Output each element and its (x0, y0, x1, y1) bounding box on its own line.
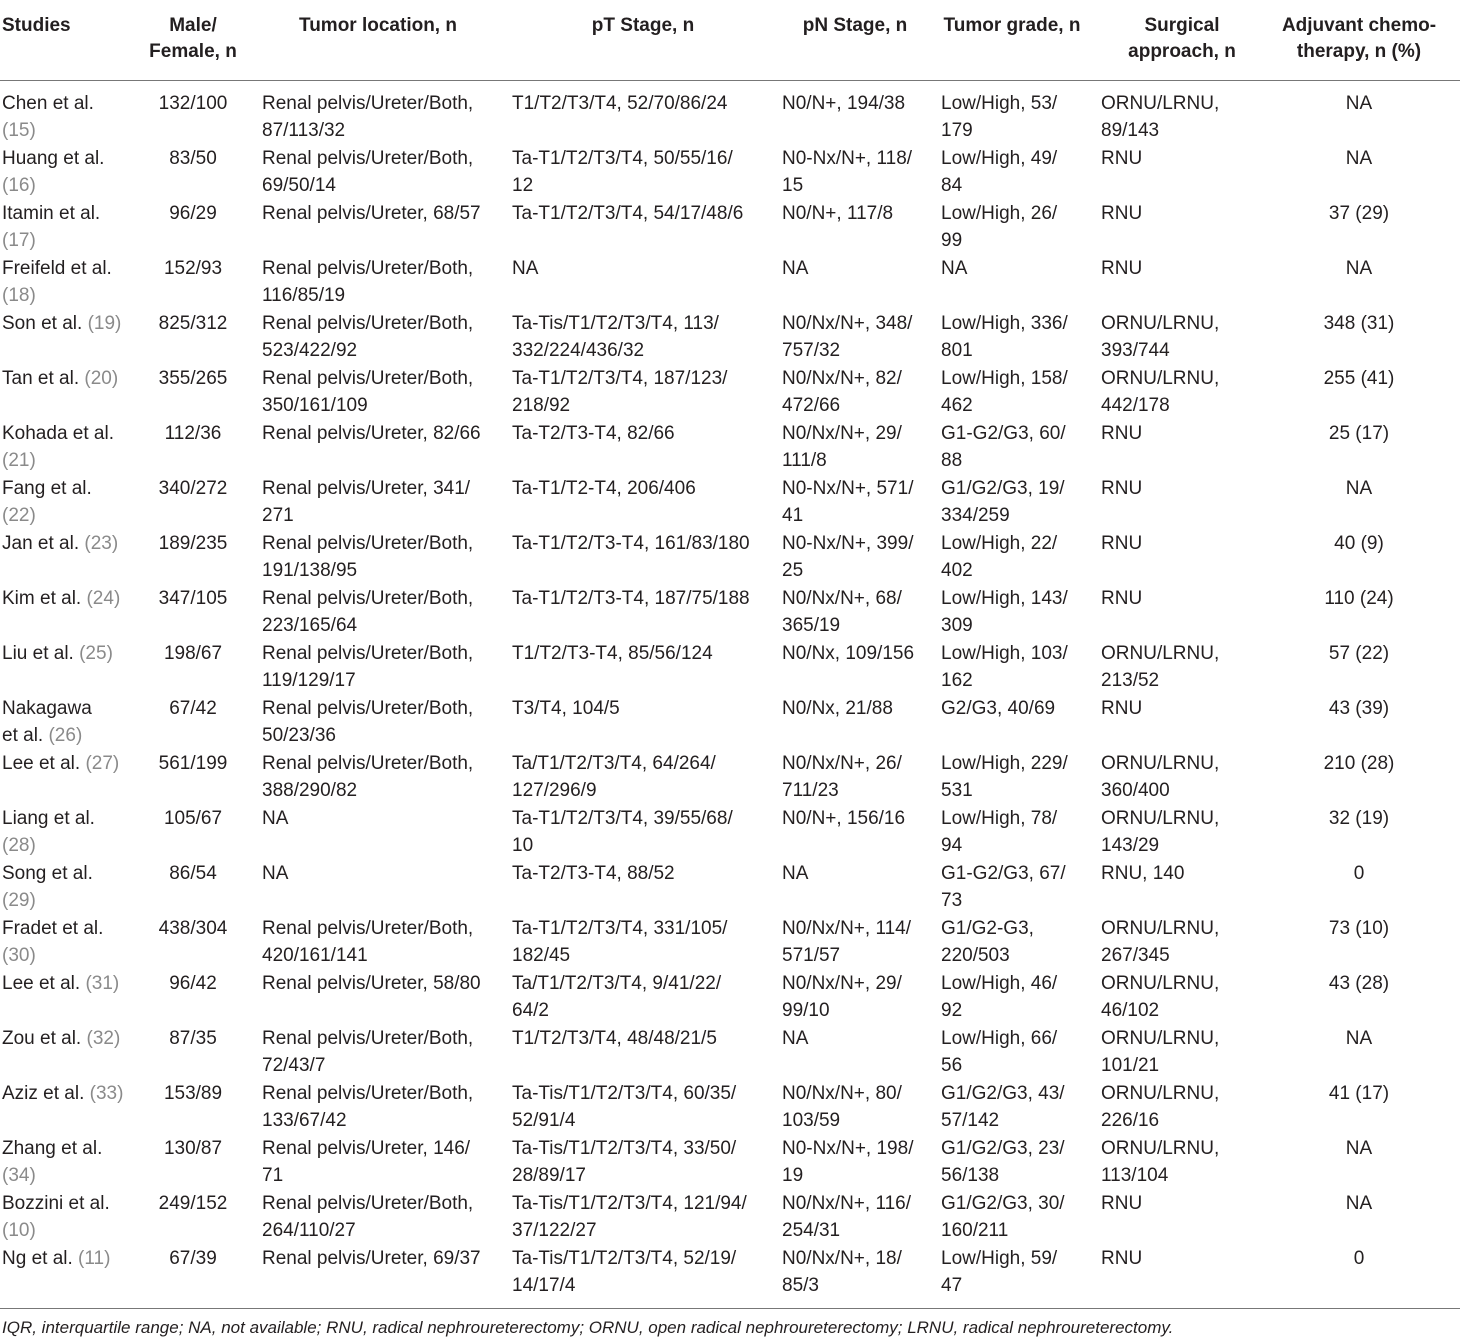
reference-link[interactable]: (31) (85, 973, 120, 994)
study-name: Lee et al. (2, 973, 86, 994)
tumor-location-cell: Renal pelvis/Ureter, 69/37 (262, 1248, 481, 1269)
pt-stage-cell: Ta-T2/T3-T4, 82/66 (512, 423, 675, 444)
reference-link[interactable]: (19) (87, 313, 122, 334)
reference-link[interactable]: (17) (2, 230, 36, 251)
male-female-cell: 153/89 (163, 1083, 223, 1104)
male-female-cell: 198/67 (163, 643, 223, 664)
adjuvant-cell: NA (1345, 148, 1373, 169)
tumor-location-cell: Renal pelvis/Ureter/Both, 420/161/141 (262, 918, 474, 966)
table-row (0, 906, 1460, 966)
male-female-cell: 130/87 (163, 1138, 223, 1159)
pn-stage-cell: NA (782, 863, 809, 884)
reference-link[interactable]: (11) (78, 1248, 111, 1269)
adjuvant-cell: 57 (22) (1328, 643, 1390, 664)
adjuvant-cell: 41 (17) (1328, 1083, 1390, 1104)
tumor-grade-cell: G1-G2/G3, 67/ 73 (941, 863, 1066, 911)
tumor-grade-cell: Low/High, 26/ 99 (941, 203, 1058, 251)
reference-link[interactable]: (16) (2, 175, 36, 196)
reference-link[interactable]: (29) (2, 890, 36, 911)
header-adjuvant: Adjuvant chemo- therapy, n (%) (1281, 15, 1437, 62)
surgical-approach-cell: RNU (1101, 148, 1143, 169)
pt-stage-cell: T1/T2/T3/T4, 52/70/86/24 (512, 93, 728, 114)
pn-stage-cell: N0/Nx, 21/88 (782, 698, 893, 719)
reference-link[interactable]: (34) (2, 1165, 36, 1186)
table-header (0, 0, 1460, 81)
tumor-grade-cell: Low/High, 53/ 179 (941, 93, 1058, 141)
male-female-cell: 249/152 (158, 1193, 228, 1214)
adjuvant-cell: NA (1345, 93, 1373, 114)
tumor-grade-cell: Low/High, 49/ 84 (941, 148, 1058, 196)
surgical-approach-cell: ORNU/LRNU, 267/345 (1101, 918, 1220, 966)
adjuvant-cell: 43 (28) (1328, 973, 1390, 994)
reference-link[interactable]: (10) (2, 1220, 36, 1241)
pn-stage-cell: N0/Nx/N+, 29/ 111/8 (782, 423, 902, 471)
study-name: Chen et al. (2, 93, 94, 114)
reference-link[interactable]: (22) (2, 505, 36, 526)
study-name: Liang et al. (2, 808, 95, 829)
reference-link[interactable]: (32) (86, 1028, 121, 1049)
tumor-grade-cell: Low/High, 46/ 92 (941, 973, 1058, 1021)
tumor-location-cell: Renal pelvis/Ureter, 58/80 (262, 973, 481, 994)
pn-stage-cell: N0-Nx/N+, 198/ 19 (782, 1138, 914, 1186)
tumor-location-cell: NA (262, 863, 289, 884)
male-female-cell: 152/93 (163, 258, 223, 279)
surgical-approach-cell: ORNU/LRNU, 442/178 (1101, 368, 1220, 416)
study-name: Nakagawa et al. (2, 698, 92, 746)
tumor-grade-cell: G1/G2/G3, 19/ 334/259 (941, 478, 1065, 526)
surgical-approach-cell: RNU (1101, 203, 1143, 224)
table-row (0, 1181, 1460, 1241)
reference-link[interactable]: (27) (85, 753, 120, 774)
pt-stage-cell: Ta-T1/T2/T3/T4, 331/105/ 182/45 (512, 918, 728, 966)
male-female-cell: 189/235 (158, 533, 228, 554)
header-pt-stage: pT Stage, n (591, 15, 695, 36)
surgical-approach-cell: ORNU/LRNU, 143/29 (1101, 808, 1220, 856)
surgical-approach-cell: RNU (1101, 1248, 1143, 1269)
pn-stage-cell: N0/Nx/N+, 26/ 711/23 (782, 753, 902, 801)
reference-link[interactable]: (24) (86, 588, 121, 609)
pn-stage-cell: N0/N+, 156/16 (782, 808, 906, 829)
male-female-cell: 132/100 (158, 93, 228, 114)
pn-stage-cell: N0-Nx/N+, 118/ 15 (782, 148, 913, 196)
table-footnote: IQR, interquartile range; NA, not available; RNU, radical nephroureterectomy; ORNU, open radical nephroureterectomy; LRNU, radical nephroureterectomy. (2, 1318, 1174, 1337)
table-row (0, 301, 1460, 361)
pn-stage-cell: N0/Nx/N+, 348/ 757/32 (782, 313, 913, 361)
study-cell (2, 1080, 130, 1107)
male-female-cell: 96/42 (169, 973, 217, 994)
adjuvant-cell: NA (1345, 1028, 1373, 1049)
table-body (0, 81, 1460, 1296)
adjuvant-cell: NA (1345, 1138, 1373, 1159)
pt-stage-cell: T1/T2/T3/T4, 48/48/21/5 (512, 1028, 717, 1049)
pn-stage-cell: N0-Nx/N+, 399/ 25 (782, 533, 914, 581)
adjuvant-cell: 255 (41) (1323, 368, 1395, 389)
tumor-grade-cell: NA (941, 258, 968, 279)
tumor-location-cell: Renal pelvis/Ureter/Both, 133/67/42 (262, 1083, 474, 1131)
study-name: Zhang et al. (2, 1138, 103, 1159)
study-name: Zou et al. (2, 1028, 87, 1049)
table-row (0, 246, 1460, 306)
male-female-cell: 438/304 (158, 918, 228, 939)
study-cell (2, 750, 130, 777)
adjuvant-cell: NA (1345, 478, 1373, 499)
table-row (0, 741, 1460, 801)
pn-stage-cell: N0/Nx/N+, 29/ 99/10 (782, 973, 902, 1021)
table-row (0, 81, 1460, 141)
reference-link[interactable]: (26) (48, 725, 83, 746)
pt-stage-cell: Ta-Tis/T1/T2/T3/T4, 60/35/ 52/91/4 (512, 1083, 737, 1131)
surgical-approach-cell: ORNU/LRNU, 113/104 (1101, 1138, 1220, 1186)
table-row (0, 576, 1460, 636)
tumor-location-cell: Renal pelvis/Ureter/Both, 72/43/7 (262, 1028, 474, 1076)
adjuvant-cell: NA (1345, 258, 1373, 279)
tumor-grade-cell: G1/G2/G3, 43/ 57/142 (941, 1083, 1065, 1131)
pn-stage-cell: NA (782, 258, 809, 279)
tumor-grade-cell: G1/G2/G3, 30/ 160/211 (941, 1193, 1065, 1241)
adjuvant-cell: 0 (1353, 1248, 1365, 1269)
surgical-approach-cell: ORNU/LRNU, 360/400 (1101, 753, 1220, 801)
study-name: Itamin et al. (2, 203, 101, 224)
surgical-approach-cell: ORNU/LRNU, 226/16 (1101, 1083, 1220, 1131)
tumor-location-cell: Renal pelvis/Ureter/Both, 523/422/92 (262, 313, 474, 361)
study-cell (2, 640, 130, 667)
pt-stage-cell: Ta-T1/T2/T3/T4, 50/55/16/ 12 (512, 148, 733, 196)
pt-stage-cell: Ta-T1/T2/T3/T4, 187/123/ 218/92 (512, 368, 728, 416)
pn-stage-cell: N0/Nx, 109/156 (782, 643, 915, 664)
table-row (0, 851, 1460, 911)
study-cell (2, 530, 130, 557)
tumor-location-cell: Renal pelvis/Ureter/Both, 116/85/19 (262, 258, 474, 306)
study-name: Kohada et al. (2, 423, 114, 444)
pt-stage-cell: Ta-Tis/T1/T2/T3/T4, 113/ 332/224/436/32 (512, 313, 719, 361)
pn-stage-cell: N0/Nx/N+, 116/ 254/31 (782, 1193, 912, 1241)
pt-stage-cell: Ta-T1/T2-T4, 206/406 (512, 478, 696, 499)
reference-link[interactable]: (23) (84, 533, 119, 554)
pt-stage-cell: Ta-Tis/T1/T2/T3/T4, 52/19/ 14/17/4 (512, 1248, 737, 1296)
tumor-location-cell: Renal pelvis/Ureter/Both, 264/110/27 (262, 1193, 474, 1241)
reference-link[interactable]: (30) (2, 945, 36, 966)
study-name: Liu et al. (2, 643, 80, 664)
pt-stage-cell: NA (512, 258, 539, 279)
surgical-approach-cell: ORNU/LRNU, 89/143 (1101, 93, 1220, 141)
pn-stage-cell: N0/Nx/N+, 82/ 472/66 (782, 368, 902, 416)
adjuvant-cell: 40 (9) (1334, 533, 1384, 554)
pn-stage-cell: N0-Nx/N+, 571/ 41 (782, 478, 914, 526)
table-row (0, 466, 1460, 526)
table-row (0, 1236, 1460, 1296)
surgical-approach-cell: RNU (1101, 588, 1143, 609)
male-female-cell: 83/50 (169, 148, 217, 169)
table-row (0, 136, 1460, 196)
study-name: Ng et al. (2, 1248, 79, 1269)
pn-stage-cell: N0/N+, 194/38 (782, 93, 906, 114)
study-name: Tan et al. (2, 368, 85, 389)
pn-stage-cell: N0/Nx/N+, 80/ 103/59 (782, 1083, 902, 1131)
adjuvant-cell: 0 (1353, 863, 1365, 884)
study-name: Jan et al. (2, 533, 85, 554)
male-female-cell: 96/29 (169, 203, 217, 224)
header-male-female: Male/ Female, n (149, 15, 237, 62)
adjuvant-cell: 210 (28) (1323, 753, 1395, 774)
tumor-location-cell: Renal pelvis/Ureter, 146/ 71 (262, 1138, 471, 1186)
tumor-grade-cell: Low/High, 59/ 47 (941, 1248, 1058, 1296)
surgical-approach-cell: ORNU/LRNU, 46/102 (1101, 973, 1220, 1021)
study-name: Lee et al. (2, 753, 86, 774)
pt-stage-cell: Ta-T2/T3-T4, 88/52 (512, 863, 675, 884)
table-row (0, 1126, 1460, 1186)
male-female-cell: 87/35 (169, 1028, 217, 1049)
tumor-location-cell: Renal pelvis/Ureter, 68/57 (262, 203, 481, 224)
surgical-approach-cell: RNU (1101, 1193, 1143, 1214)
header-tumor-grade: Tumor grade, n (943, 15, 1081, 36)
table-row (0, 411, 1460, 471)
study-cell (2, 365, 130, 392)
study-name: Fang et al. (2, 478, 92, 499)
pt-stage-cell: Ta-T1/T2/T3/T4, 54/17/48/6 (512, 203, 744, 224)
reference-link[interactable]: (21) (2, 450, 36, 471)
tumor-location-cell: Renal pelvis/Ureter/Both, 69/50/14 (262, 148, 474, 196)
adjuvant-cell: 25 (17) (1328, 423, 1390, 444)
surgical-approach-cell: RNU (1101, 258, 1143, 279)
adjuvant-cell: 32 (19) (1328, 808, 1390, 829)
tumor-grade-cell: G1/G2-G3, 220/503 (941, 918, 1034, 966)
male-female-cell: 347/105 (158, 588, 228, 609)
pt-stage-cell: Ta-Tis/T1/T2/T3/T4, 121/94/ 37/122/27 (512, 1193, 747, 1241)
study-name: Freifeld et al. (2, 258, 112, 279)
header-studies: Studies (2, 15, 71, 36)
tumor-grade-cell: Low/High, 78/ 94 (941, 808, 1058, 856)
reference-link[interactable]: (18) (2, 285, 36, 306)
pt-stage-cell: Ta-Tis/T1/T2/T3/T4, 33/50/ 28/89/17 (512, 1138, 737, 1186)
pt-stage-cell: Ta-T1/T2/T3-T4, 187/75/188 (512, 588, 750, 609)
male-female-cell: 105/67 (163, 808, 223, 829)
tumor-location-cell: NA (262, 808, 289, 829)
male-female-cell: 355/265 (158, 368, 228, 389)
surgical-approach-cell: RNU (1101, 478, 1143, 499)
surgical-approach-cell: ORNU/LRNU, 101/21 (1101, 1028, 1220, 1076)
tumor-location-cell: Renal pelvis/Ureter/Both, 191/138/95 (262, 533, 474, 581)
pn-stage-cell: N0/Nx/N+, 68/ 365/19 (782, 588, 902, 636)
male-female-cell: 825/312 (158, 313, 228, 334)
table-row (0, 961, 1460, 1021)
tumor-grade-cell: Low/High, 103/ 162 (941, 643, 1068, 691)
adjuvant-cell: 43 (39) (1328, 698, 1390, 719)
surgical-approach-cell: RNU (1101, 423, 1143, 444)
table-row (0, 686, 1460, 746)
table-row (0, 1016, 1460, 1076)
header-surgical-approach: Surgical approach, n (1128, 15, 1236, 62)
tumor-location-cell: Renal pelvis/Ureter, 82/66 (262, 423, 481, 444)
male-female-cell: 561/199 (158, 753, 228, 774)
male-female-cell: 67/39 (169, 1248, 217, 1269)
tumor-grade-cell: Low/High, 336/ 801 (941, 313, 1068, 361)
table-row (0, 631, 1460, 691)
tumor-location-cell: Renal pelvis/Ureter/Both, 350/161/109 (262, 368, 474, 416)
adjuvant-cell: 348 (31) (1323, 313, 1395, 334)
male-female-cell: 86/54 (169, 863, 217, 884)
tumor-location-cell: Renal pelvis/Ureter/Both, 119/129/17 (262, 643, 474, 691)
surgical-approach-cell: RNU, 140 (1101, 863, 1185, 884)
table-row (0, 796, 1460, 856)
table-row (0, 1071, 1460, 1131)
tumor-grade-cell: Low/High, 22/ 402 (941, 533, 1058, 581)
tumor-location-cell: Renal pelvis/Ureter/Both, 50/23/36 (262, 698, 474, 746)
reference-link[interactable]: (20) (84, 368, 119, 389)
tumor-grade-cell: G2/G3, 40/69 (941, 698, 1056, 719)
header-pn-stage: pN Stage, n (802, 15, 908, 36)
pn-stage-cell: N0/N+, 117/8 (782, 203, 894, 224)
pn-stage-cell: N0/Nx/N+, 114/ 571/57 (782, 918, 912, 966)
study-name: Bozzini et al. (2, 1193, 110, 1214)
tumor-grade-cell: G1-G2/G3, 60/ 88 (941, 423, 1066, 471)
study-cell (2, 585, 130, 612)
male-female-cell: 112/36 (164, 423, 222, 444)
pt-stage-cell: Ta/T1/T2/T3/T4, 64/264/ 127/296/9 (512, 753, 716, 801)
adjuvant-cell: 37 (29) (1328, 203, 1390, 224)
pt-stage-cell: T1/T2/T3-T4, 85/56/124 (512, 643, 713, 664)
surgical-approach-cell: ORNU/LRNU, 213/52 (1101, 643, 1220, 691)
study-name: Aziz et al. (2, 1083, 90, 1104)
study-cell (2, 310, 130, 337)
table-row (0, 356, 1460, 416)
surgical-approach-cell: RNU (1101, 533, 1143, 554)
reference-link[interactable]: (15) (2, 120, 36, 141)
pt-stage-cell: Ta-T1/T2/T3-T4, 161/83/180 (512, 533, 750, 554)
study-name: Fradet et al. (2, 918, 104, 939)
tumor-location-cell: Renal pelvis/Ureter/Both, 223/165/64 (262, 588, 474, 636)
header-tumor-location: Tumor location, n (299, 15, 457, 36)
tumor-grade-cell: Low/High, 229/ 531 (941, 753, 1068, 801)
tumor-location-cell: Renal pelvis/Ureter, 341/ 271 (262, 478, 471, 526)
pn-stage-cell: NA (782, 1028, 809, 1049)
tumor-grade-cell: Low/High, 143/ 309 (941, 588, 1068, 636)
pt-stage-cell: Ta-T1/T2/T3/T4, 39/55/68/ 10 (512, 808, 733, 856)
study-name: Son et al. (2, 313, 88, 334)
tumor-grade-cell: G1/G2/G3, 23/ 56/138 (941, 1138, 1065, 1186)
tumor-location-cell: Renal pelvis/Ureter/Both, 388/290/82 (262, 753, 474, 801)
table-bottom-rule (0, 1308, 1460, 1309)
pn-stage-cell: N0/Nx/N+, 18/ 85/3 (782, 1248, 902, 1296)
pt-stage-cell: T3/T4, 104/5 (512, 698, 620, 719)
tumor-grade-cell: Low/High, 158/ 462 (941, 368, 1068, 416)
pt-stage-cell: Ta/T1/T2/T3/T4, 9/41/22/ 64/2 (512, 973, 722, 1021)
adjuvant-cell: 73 (10) (1328, 918, 1390, 939)
surgical-approach-cell: ORNU/LRNU, 393/744 (1101, 313, 1220, 361)
study-name: Kim et al. (2, 588, 87, 609)
study-cell (2, 1025, 130, 1052)
reference-link[interactable]: (25) (79, 643, 113, 664)
table-row (0, 191, 1460, 251)
male-female-cell: 340/272 (158, 478, 228, 499)
study-cell (2, 1245, 130, 1272)
study-name: Huang et al. (2, 148, 105, 169)
adjuvant-cell: 110 (24) (1324, 588, 1394, 609)
reference-link[interactable]: (28) (2, 835, 36, 856)
table-row (0, 521, 1460, 581)
study-cell (2, 970, 130, 997)
tumor-location-cell: Renal pelvis/Ureter/Both, 87/113/32 (262, 93, 474, 141)
male-female-cell: 67/42 (169, 698, 217, 719)
study-name: Song et al. (2, 863, 93, 884)
adjuvant-cell: NA (1345, 1193, 1373, 1214)
surgical-approach-cell: RNU (1101, 698, 1143, 719)
reference-link[interactable]: (33) (89, 1083, 124, 1104)
tumor-grade-cell: Low/High, 66/ 56 (941, 1028, 1058, 1076)
